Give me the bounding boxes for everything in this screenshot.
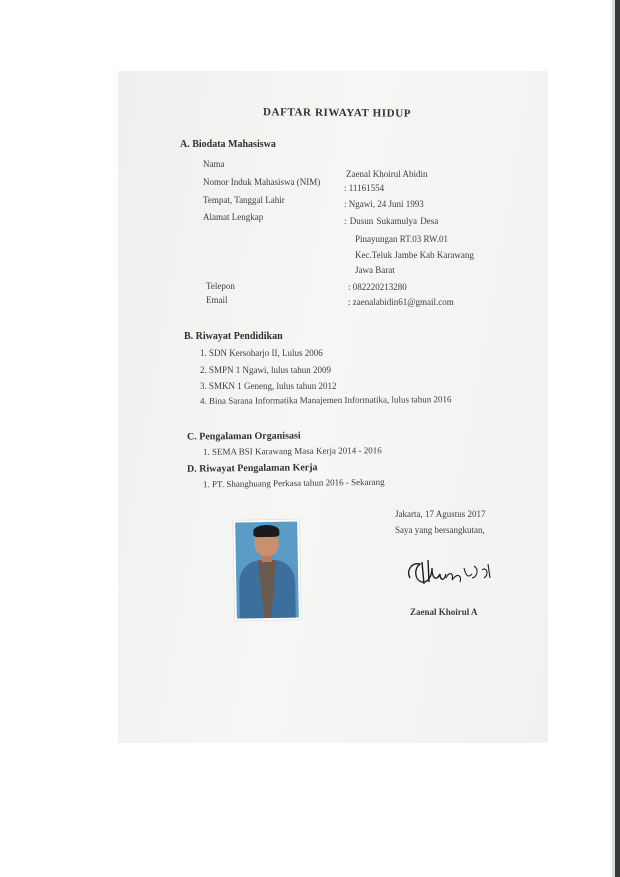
education-item-2: 2. SMPN 1 Ngawi, lulus tahun 2009 [200,365,332,375]
address-line-3: Kec.Teluk Jambe Kab Karawang [355,250,474,260]
field-value-nim: : 11161554 [344,183,385,193]
document-title: DAFTAR RIWAYAT HIDUP [262,106,412,120]
place-date: Jakarta, 17 Agustus 2017 [395,509,486,519]
field-label-email: Email [206,295,228,305]
closing-statement: Saya yang bersangkutan, [395,525,485,535]
field-value-birth: : Ngawi, 24 Juni 1993 [344,199,424,209]
section-b-heading: B. Riwayat Pendidikan [184,331,283,342]
signer-name: Zaenal Khoirul A [410,607,478,617]
page-edge-dark [615,0,620,877]
field-value-address: : Dusun Sukamulya Desa [344,216,439,226]
education-item-3: 3. SMKN 1 Geneng, lulus tahun 2012 [200,381,337,391]
field-label-address: Alamat Lengkap [203,212,264,222]
work-item-1: 1. PT. Shanghuang Perkasa tahun 2016 - Sekarang [202,476,385,490]
address-line-4: Jawa Barat [355,265,395,275]
section-c-heading: C. Pengalaman Organisasi [186,430,301,443]
field-value-name: Zaenal Khoirul Abidin [346,169,428,179]
document-page [118,71,548,743]
profile-photo [233,519,301,620]
education-item-1: 1. SDN Kersoharjo II, Lulus 2006 [200,348,323,358]
section-a-heading: A. Biodata Mahasiswa [180,139,276,150]
address-line-2: Pinayungan RT.03 RW.01 [355,234,448,244]
field-value-phone: : 082220213280 [348,282,407,292]
field-value-email: : zaenalabidin61@gmail.com [348,297,454,307]
handwritten-signature [402,548,502,596]
education-item-4: 4. Bina Sarana Informatika Manajemen Informatika, lulus tahun 2016 [199,394,452,406]
field-label-birth: Tempat, Tanggal Lahir [203,195,285,205]
field-label-name: Nama [203,159,225,169]
section-d-heading: D. Riwayat Pengalaman Kerja [186,462,318,475]
field-label-phone: Telepon [206,281,235,291]
organization-item-1: 1. SEMA BSI Karawang Masa Kerja 2014 - 2016 [202,445,382,457]
field-label-nim: Nomor Induk Mahasiswa (NIM) [203,177,321,187]
